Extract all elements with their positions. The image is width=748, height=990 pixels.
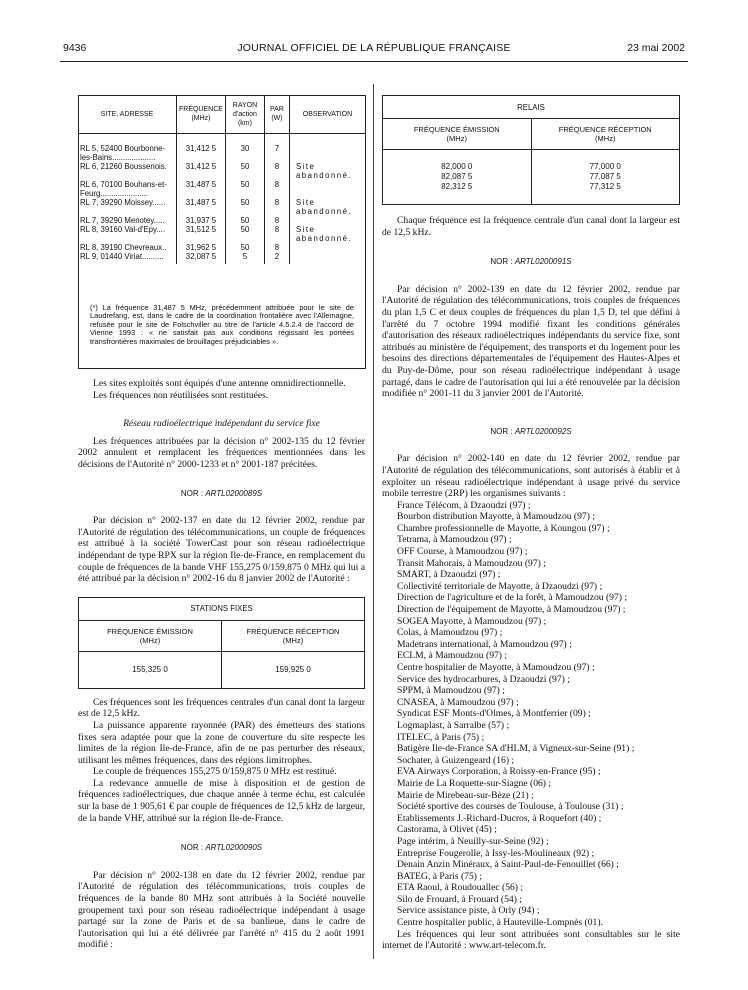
nor-code: ARTL0200091S [514,257,572,267]
nor-reference-91 [382,256,680,268]
right-p1: Chaque fréquence est la fréquence centrale d'un canal dont la largeur est de 12,5 kHz. [382,215,680,238]
organisation-item: Entreprise Fougerolle, à Issy-les-Moulineaux (92) ; [397,847,595,859]
sites-spacer-row [78,261,365,264]
site-row [78,243,365,252]
organisation-item: Direction de l'équipement de Mayotte, à Mamoudzou (97) ; [397,604,626,616]
organisation-item: Collectivité territoriale de Mayotte, à Dzaoudzi (97) ; [397,580,603,592]
organisation-item: EVA Airways Corporation, à Roissy-en-France (95) ; [397,766,601,778]
relais-col-emission [383,119,532,150]
organisation-item: Mairie de Mirebeau-sur-Bèze (21) ; [397,789,534,801]
site-address: RL 8, 39190 Chevreaux.. [80,243,167,252]
left-p4: Par décision n° 2002-137 en date du 12 février 2002, rendue par l'Autorité de régulation des télécommunications, un couple de fréquences est attribué à la société TowerCast pour son réseau radioélectrique indépendant de type RPX sur la région Ile-de-France, en remplacement du couple de fréquences de la bande VHF 155,275 0/159,875 0 MHz qui lui a été attribué par la décision n° 2002-16 du 8 janvier 2002 de l'Autorité : [78,515,365,585]
nor-reference-92 [382,426,680,438]
organisation-item: ETA Raoul, à Roudouallec (56) ; [397,882,524,894]
relais-emission-value: 82,000 0 [441,162,473,171]
nor-code: ARTL0200089S [205,488,263,498]
relais-unit: (MHz) [446,134,467,143]
organisation-item: Syndicat ESF Monts-d'Olmes, à Montferrier (09) ; [397,708,591,720]
stations-table [78,597,365,689]
organisation-item: Sochater, à Guizengeard (16) ; [397,754,515,766]
right-p3: Par décision n° 2002-140 en date du 12 février 2002, rendue par l'Autorité de régulation des télécommunications, sont autorisés à établir et à exploiter un réseau radioélectrique indépendant à usage privé du service mobile terrestre (2RP) les organismes suivants : [382,453,680,500]
site-frequence: 31,937 5 [177,216,226,225]
site-rayon: 50 [225,180,264,198]
organisation-item: SMART, à Dzaoudzi (97) ; [397,569,501,581]
organisation-item: Page intérim, à Neuilly-sur-Seine (92) ; [397,835,549,847]
site-observation: Site abandonné. [289,162,365,180]
relais-unit: (MHz) [595,134,616,143]
organisation-item: BATEG, à Paris (75) ; [397,870,482,882]
nor-reference-89 [78,488,365,500]
site-row [78,216,365,225]
organisation-item: Centre hospitalier de Mayotte, à Mamoudzou (97) ; [397,662,595,673]
relais-table [382,95,680,205]
site-rayon: 30 [225,134,264,163]
left-p2: Les fréquences non réutilisées sont restituées. [93,389,269,401]
nor-label: NOR : [180,843,204,853]
left-p7: Le couple de fréquences 155,275 0/159,875 0 MHz est restitué. [93,766,337,778]
right-p2: Par décision n° 2002-139 en date du 12 février 2002, rendue par l'Autorité de régulation des télécommunications, trois couples de fréquences du plan 1,5 C et deux couples de fréquences du plan 1,5 D, tel que défini à l'arrêté du 7 octobre 1994 modifié fixant les conditions générales d'autorisation des réseaux radioélectriques indépendants du service fixe, sont attribués au ministère de l'équipement, des transports et du logement pour les besoins des directions départementales de l'équipement des Hautes-Alpes et du Puy-de-Dôme, pour son réseau radioélectrique indépendant à usage partagé, dans le cadre de l'autorisation qui lui a été renouvelée par la décision modifiée n° 2001-11 du 3 janvier 2001 de l'Autorité. [382,283,680,400]
left-p8: La redevance annuelle de mise à disposition et de gestion de fréquences radioélectriques, due chaque année à terme échu, est calculée sur la base de 1 905,61 € par couple de fréquences de 12,5 kHz de largeur, de la bande VHF, attribué sur la région Ile-de-France. [78,777,365,824]
site-observation [289,243,365,252]
site-par: 7 [264,134,289,163]
sites-note-text: (*) La fréquence 31,487 5 MHz, précédemment attribuée pour le site de Laudrefang, est, dans le cadre de la coordination frontalière avec l'Allemagne, refusée pour le site de Folschviller au titre de l'article 4.5.2.4 de l'accord de Vienne 1993 : « ne satisfait pas aux conditions régissant les portées transfrontières maximales de brouillages préjudiciables ». [90,303,354,346]
site-row [78,198,365,216]
stations-unit: (MHz) [282,635,304,645]
relais-col-emission-label: FRÉQUENCE ÉMISSION [413,125,500,134]
organisation-item: SOGEA Mayotte, à Mamoudzou (97) ; [397,615,547,627]
site-rayon: 50 [225,243,264,252]
page-header [63,42,685,58]
site-row [78,162,365,180]
site-observation [289,134,365,163]
column-divider [373,84,374,959]
relais-reception-values [531,150,680,205]
organisation-item: Société sportive des courses de Toulouse, à Toulouse (31) ; [397,801,624,813]
nor-code: ARTL0200092S [514,426,572,436]
organisation-item: Castorama, à Olivet (45) ; [397,824,497,836]
organisation-list [382,500,680,929]
relais-col-reception [531,119,680,150]
col-header-site: SITE, ADRESSE [78,95,177,134]
organisation-item: Silo de Frouard, à Frouard (54) ; [397,893,522,905]
right-column [382,95,680,952]
relais-title: RELAIS [383,96,680,119]
section-subtitle: Réseau radioélectrique indépendant du service fixe [123,418,320,430]
site-address: RL 6, 70100 Bouhans-et-Feurg...................... [80,180,167,198]
organisation-item: Tetrama, à Mamoudzou (97) ; [397,534,512,546]
left-column [78,378,365,951]
site-frequence: 31,962 5 [177,243,226,252]
col-header-frequence: FRÉQUENCE (MHz) [177,95,226,134]
sites-note [90,304,354,346]
organisation-item: Service assistance piste, à Orly (94) ; [397,905,540,917]
site-rayon: 50 [225,162,264,180]
organisation-item: ITELEC, à Paris (75) ; [397,731,485,743]
site-frequence: 31,512 5 [177,225,226,243]
site-address: RL 5, 52400 Bourbonne-les-Bains.................... [80,144,166,162]
relais-emission-value: 82,312 5 [441,182,473,191]
site-observation [289,252,365,261]
left-p6: La puissance apparente rayonnée (PAR) des émetteurs des stations fixes sera adaptée pour que la zone de couverture du site respecte les limites de la région Ile-de-France, afin de ne pas perturber des réseaux, utilisant les mêmes fréquences, dans des régions limitrophes. [78,719,365,766]
stations-emission-value: 155,325 0 [79,651,222,688]
site-frequence: 31,412 5 [177,134,226,163]
organisation-item: Centre hospitalier public, à Hauteville-Lompnès (01). [397,917,603,929]
relais-reception-value: 77,087 5 [589,172,621,181]
organisation-item: France Télécom, à Dzaoudzi (97) ; [397,499,531,511]
site-row [78,252,365,261]
organisation-item: Chambre professionnelle de Mayotte, à Koungou (97) ; [397,522,610,534]
organisation-item: Denain Anzin Minéraux, à Saint-Paul-de-Fenouillet (66) ; [397,859,619,871]
stations-col-reception-label: FRÉQUENCE RÉCEPTION [246,626,340,636]
nor-reference-90 [78,842,365,854]
left-p3: Les fréquences attribuées par la décision n° 2002-135 du 12 février 2002 annulent et remplacent les fréquences mentionnées dans les décisions de l'Autorité n° 2000-1233 et n° 2001-187 précitées. [78,435,365,470]
organisation-item: Madetrans international, à Mamoudzou (97) ; [397,638,572,650]
site-rayon: 50 [225,225,264,243]
journal-title: JOURNAL OFFICIEL DE LA RÉPUBLIQUE FRANÇAISE [237,42,511,54]
organisation-item: OFF Course, à Mamoudzou (97) ; [397,546,528,558]
organisation-item: Service des hydrocarbures, à Dzaoudzi (97) ; [397,673,570,685]
col-header-observation: OBSERVATION [289,95,365,134]
site-frequence: 31,412 5 [177,162,226,180]
header-rule [60,61,688,62]
site-par: 8 [264,216,289,225]
site-observation [289,180,365,198]
organisation-item: Etablissements J.-Richard-Ducros, à Roquefort (40) ; [397,812,602,824]
stations-title: STATIONS FIXES [79,597,365,620]
relais-emission-value: 82,087 5 [441,172,473,181]
sites-table [78,95,365,264]
organisation-item: ECLM, à Mamoudzou (97) ; [397,650,508,662]
site-rayon: 50 [225,216,264,225]
left-p1: Les sites exploités sont équipés d'une antenne omnidirectionnelle. [93,378,346,389]
organisation-item: Transit Mahorais, à Mamoudzou (97) ; [397,557,546,569]
site-par: 8 [264,198,289,216]
col-header-rayon: RAYON d'action (km) [225,95,264,134]
stations-reception-value: 159,925 0 [222,651,365,688]
stations-col-emission-label: FRÉQUENCE ÉMISSION [107,626,193,636]
relais-reception-value: 77,312 5 [589,182,621,191]
site-rayon: 5 [225,252,264,261]
nor-code: ARTL0200090S [205,843,263,853]
organisation-item: Batigère Ile-de-France SA d'HLM, à Vigneux-sur-Seine (91) ; [397,743,635,755]
site-address: RL 9, 01440 Viriat.......... [80,252,164,261]
site-par: 2 [264,252,289,261]
relais-col-reception-label: FRÉQUENCE RÉCEPTION [558,125,652,134]
site-row [78,180,365,198]
organisation-item: SPPM, à Mamoudzou (97) ; [397,685,505,697]
page-number: 9436 [63,42,87,54]
relais-reception-value: 77,000 0 [589,162,621,171]
site-observation: Site abandonné. [289,225,365,243]
organisation-item: Direction de l'agriculture et de la forêt, à Mamoudzou (97) ; [397,592,628,604]
site-frequence: 32,087 5 [177,252,226,261]
site-observation: Site abandonné. [289,198,365,216]
nor-label: NOR : [490,257,513,267]
organisation-item: Bourbon distribution Mayotte, à Mamoudzou (97) ; [397,511,595,523]
site-row [78,134,365,163]
right-p4: Les fréquences qui leur sont attribuées sont consultables sur le site internet de l'Autorité : www.art-telecom.fr. [382,928,680,952]
nor-label: NOR : [180,488,204,498]
site-frequence: 31,487 5 [177,180,226,198]
site-par: 8 [264,162,289,180]
site-frequence: 31,487 5 [177,198,226,216]
organisation-item: Colas, à Mamoudzou (97) ; [397,627,503,639]
organisation-item: CNASEA, à Mamoudzou (97) ; [397,696,519,708]
site-address: RL 7, 39290 Moissey...... [80,198,166,207]
left-p5: Ces fréquences sont les fréquences centrales d'un canal dont la largeur est de 12,5 kHz. [78,696,365,720]
nor-label: NOR : [490,426,513,436]
stations-col-emission [79,620,222,651]
col-header-par: PAR (W) [264,95,289,134]
site-par: 8 [264,225,289,243]
organisation-item: Logmaplast, à Sarralbe (57) ; [397,719,510,731]
issue-date: 23 mai 2002 [627,42,685,54]
site-address: RL 8, 39160 Val-d'Epy.... [80,225,165,234]
site-address: RL 6, 21260 Boussenois. [80,162,167,171]
left-p9: Par décision n° 2002-138 en date du 12 février 2002, rendue par l'Autorité de régulation des télécommunications, trois couples de fréquences de la bande 80 MHz sont attribués à la Société nouvelle groupement taxi pour son réseau radioélectrique indépendant à usage partagé sur la zone de Paris et de sa banlieue, dans le cadre de l'autorisation qui lui a été délivrée par l'arrêté n° 415 du 2 août 1991 modifié : [78,869,365,951]
stations-unit: (MHz) [139,635,161,645]
site-rayon: 50 [225,198,264,216]
site-par: 8 [264,180,289,198]
site-address: RL 7, 39290 Menotey..... [80,216,165,225]
site-row [78,225,365,243]
stations-col-reception [222,620,365,651]
site-par: 8 [264,243,289,252]
organisation-item: Mairie de La Roquette-sur-Siagne (06) ; [397,777,552,789]
relais-emission-values [383,150,532,205]
site-observation [289,216,365,225]
